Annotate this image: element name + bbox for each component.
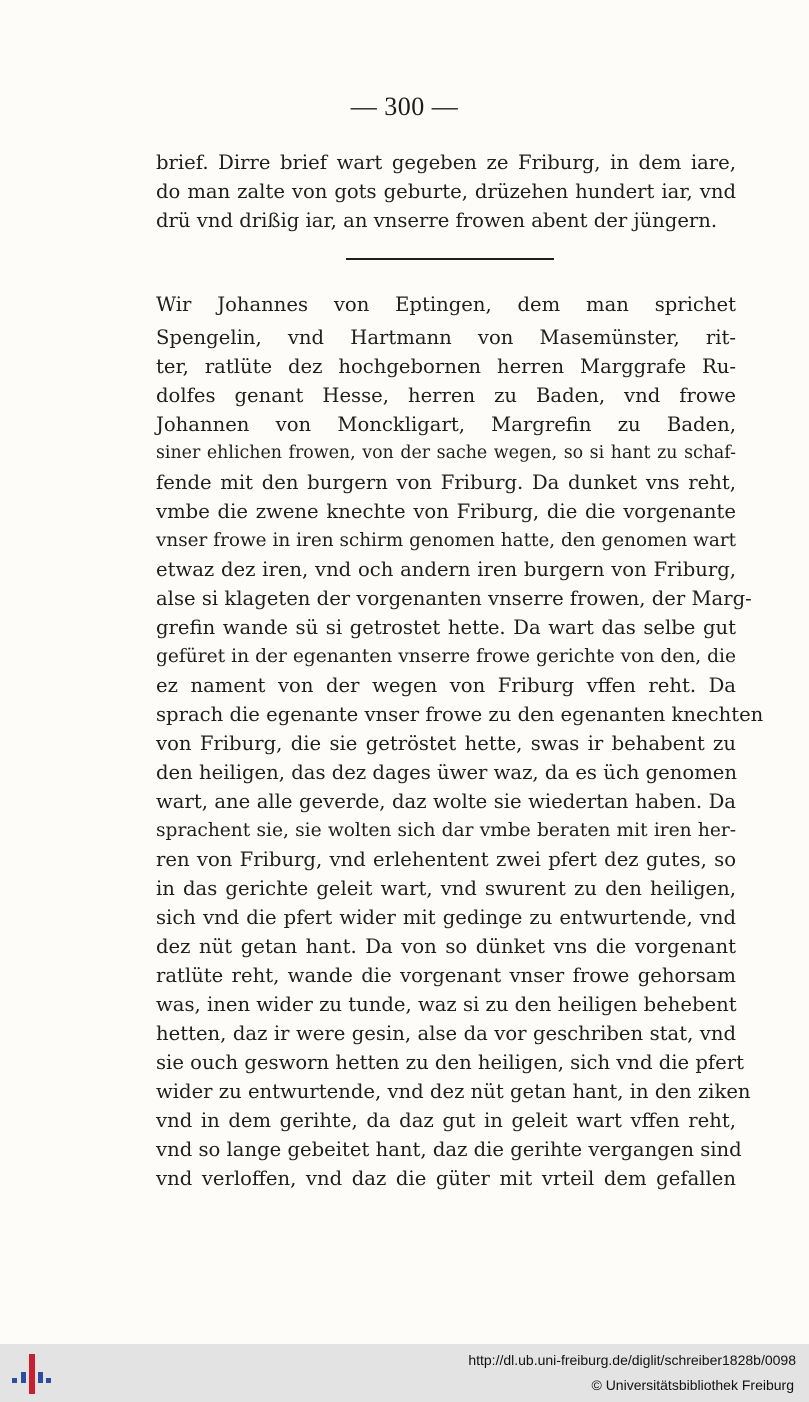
page-number: — 300 — xyxy=(350,92,459,121)
text-line: vmbe die zwene knechte von Friburg, die die vorgenante xyxy=(156,500,736,523)
text-line: ren von Friburg, vnd erlehentent zwei pfert dez gutes, so xyxy=(156,848,736,871)
text-line: den heiligen, das dez dages üwer waz, da es üch genomen xyxy=(156,761,737,784)
text-line: wider zu entwurtende, vnd dez nüt getan hant, in den ziken xyxy=(156,1080,751,1103)
text-line: sprach die egenante vnser frowe zu den egenanten knechten xyxy=(156,703,764,726)
text-line: fende mit den burgern von Friburg. Da dunket vns reht, xyxy=(156,471,736,494)
text-line: ratlüte reht, wande die vorgenant vnser frowe gehorsam xyxy=(156,964,736,987)
text-line: ez nament von der wegen von Friburg vffen reht. Da xyxy=(156,674,736,697)
text-line: vnser frowe in iren schirm genomen hatte, den genomen wart xyxy=(156,530,736,551)
text-line: ter, ratlüte dez hochgebornen herren Marggrafe Ru- xyxy=(156,355,736,378)
ub-freiburg-logo-icon[interactable] xyxy=(10,1352,52,1394)
text-line: vnd verloffen, vnd daz die güter mit vrteil dem gefallen xyxy=(156,1167,736,1190)
text-line: hetten, daz ir were gesin, alse da vor geschriben stat, vnd xyxy=(156,1022,736,1045)
text-line: sie ouch gesworn hetten zu den heiligen, sich vnd die pfert xyxy=(156,1051,745,1074)
text-line: dez nüt getan hant. Da von so dünket vns die vorgenant xyxy=(156,935,736,958)
text-line: do man zalte von gots geburte, drüzehen hundert iar, vnd xyxy=(156,180,736,203)
continuation-paragraph xyxy=(156,148,736,235)
text-line: in das gerichte geleit wart, vnd swurent zu den heiligen, xyxy=(156,877,736,900)
permalink-url[interactable]: http://dl.ub.uni-freiburg.de/diglit/schreiber1828b/0098 xyxy=(468,1352,796,1368)
text-line: sich vnd die pfert wider mit gedinge zu entwurtende, vnd xyxy=(156,906,736,929)
text-line: grefin wande sü si getrostet hette. Da wart das selbe gut xyxy=(156,616,736,639)
text-line: Johannen von Monckligart, Margrefin zu Baden, xyxy=(156,413,736,436)
text-line: etwaz dez iren, vnd och andern iren burgern von Friburg, xyxy=(156,558,736,581)
viewer-footer xyxy=(0,1344,809,1402)
text-line: gefüret in der egenanten vnserre frowe gerichte von den, die xyxy=(156,646,736,667)
text-line: Spengelin, vnd Hartmann von Masemünster, rit- xyxy=(156,326,736,349)
text-line: siner ehlichen frowen, von der sache wegen, so si hant zu schaf- xyxy=(156,443,736,463)
text-line: vnd in dem gerihte, da daz gut in geleit wart vffen reht, xyxy=(156,1109,736,1132)
document-paragraph xyxy=(156,287,764,1193)
section-divider xyxy=(346,258,554,260)
text-line: alse si klageten der vorgenanten vnserre frowen, der Marg- xyxy=(156,587,752,610)
text-line: von Friburg, die sie getröstet hette, swas ir behabent zu xyxy=(156,732,736,755)
text-line: dolfes genant Hesse, herren zu Baden, vnd frowe xyxy=(156,384,736,407)
text-line: brief. Dirre brief wart gegeben ze Friburg, in dem iare, xyxy=(156,151,736,174)
text-line: vnd so lange gebeitet hant, daz die gerihte vergangen sind xyxy=(156,1138,742,1161)
text-line: Wir Johannes von Eptingen, dem man sprichet xyxy=(156,293,736,316)
text-line: was, inen wider zu tunde, waz si zu den heiligen behebent xyxy=(156,993,737,1016)
text-line: sprachent sie, sie wolten sich dar vmbe beraten mit iren her- xyxy=(156,820,736,841)
text-line: wart, ane alle geverde, daz wolte sie wiedertan haben. Da xyxy=(156,790,736,813)
copyright-notice: © Universitätsbibliothek Freiburg xyxy=(591,1377,794,1393)
text-line: drü vnd drißig iar, an vnserre frowen abent der jüngern. xyxy=(156,209,718,232)
